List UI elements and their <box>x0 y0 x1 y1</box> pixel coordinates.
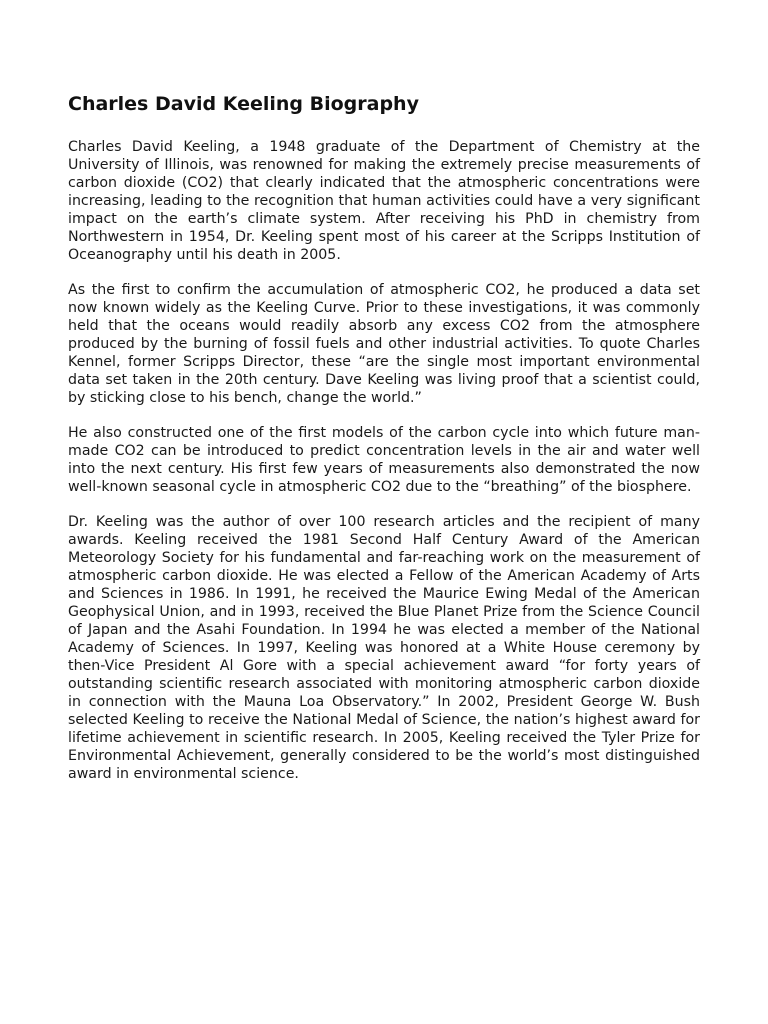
paragraph-awards: Dr. Keeling was the author of over 100 research articles and the recipient of many awards. Keeling received the 1981 Second Half Century Award of the American Meteorology Society for his fundamental and far-reaching work on the measurement of atmospheric carbon dioxide. He was elected a Fellow of the American Academy of Arts and Sciences in 1986. In 1991, he received the Maurice Ewing Medal of the American Geophysical Union, and in 1993, received the Blue Planet Prize from the Science Council of Japan and the Asahi Foundation. In 1994 he was elected a member of the National Academy of Sciences. In 1997, Keeling was honored at a White House ceremony by then-Vice President Al Gore with a special achievement award “for forty years of outstanding scientific research associated with monitoring atmospheric carbon dioxide in connection with the Mauna Loa Observatory.” In 2002, President George W. Bush selected Keeling to receive the National Medal of Science, the nation’s highest award for lifetime achievement in scientific research. In 2005, Keeling received the Tyler Prize for Environmental Achievement, generally considered to be the world’s most distinguished award in environmental science. <box>68 514 700 782</box>
paragraph-intro: Charles David Keeling, a 1948 graduate of the Department of Chemistry at the University of Illinois, was renowned for making the extremely precise measurements of carbon dioxide (CO2) that clearly indicated that the atmospheric concentrations were increasing, leading to the recognition that human activities could have a very significant impact on the earth’s climate system. After receiving his PhD in chemistry from Northwestern in 1954, Dr. Keeling spent most of his career at the Scripps Institution of Oceanography until his death in 2005. <box>68 139 700 263</box>
paragraph-carbon-cycle: He also constructed one of the first models of the carbon cycle into which future man-made CO2 can be introduced to predict concentration levels in the air and water well into the next century. His first few years of measurements also demonstrated the now well-known seasonal cycle in atmospheric CO2 due to the “breathing” of the biosphere. <box>68 425 700 495</box>
paragraph-keeling-curve: As the first to confirm the accumulation of atmospheric CO2, he produced a data set now known widely as the Keeling Curve. Prior to these investigations, it was commonly held that the oceans would readily absorb any excess CO2 from the atmosphere produced by the burning of fossil fuels and other industrial activities. To quote Charles Kennel, former Scripps Director, these “are the single most important environmental data set taken in the 20th century. Dave Keeling was living proof that a scientist could, by sticking close to his bench, change the world.” <box>68 282 700 406</box>
page-title: Charles David Keeling Biography <box>68 93 419 115</box>
document-page <box>68 90 700 800</box>
